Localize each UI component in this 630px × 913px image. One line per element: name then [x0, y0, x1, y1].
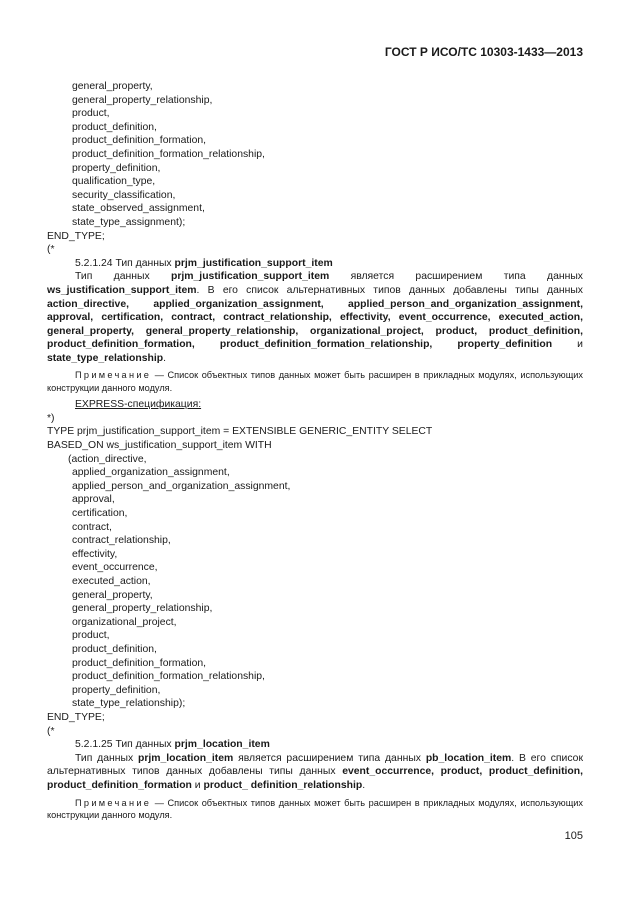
code-list-item: general_property,: [72, 589, 153, 601]
page-number: 105: [564, 830, 583, 842]
code-first-item: (action_directive,: [68, 453, 147, 465]
text-run: . В его список альтернативных типов данных добавлены типы данных: [196, 284, 583, 296]
code-list-item: product_definition,: [72, 643, 157, 655]
block1-item-list: [47, 80, 583, 230]
code-list-item: product_definition_formation_relationship,: [72, 671, 265, 683]
note-label: Примечание: [75, 370, 152, 381]
block2-item-list: [47, 466, 583, 711]
code-list-item: qualification_type,: [72, 176, 156, 188]
text-run: является расширением типа данных: [233, 752, 426, 764]
text-run-bold: product_ definition_relationship: [203, 779, 363, 791]
code-list-item: applied_person_and_organization_assignment,: [72, 480, 291, 492]
code-list-item: general_property_relationship,: [72, 94, 213, 106]
text-run-bold: pb_location_item: [425, 752, 512, 764]
code-list-item: contract_relationship,: [72, 535, 171, 547]
text-run: является расширением типа данных: [329, 271, 583, 283]
code-list-item: state_type_relationship);: [72, 698, 186, 710]
code-list-item: product_definition,: [72, 121, 157, 133]
note-text: — Список объектных типов данных может быть расширен в прикладных модулях, использующих конструкции данного модуля.: [47, 370, 583, 393]
comment-open-1: (*: [47, 244, 55, 256]
code-list-item: state_type_assignment);: [72, 216, 186, 228]
code-list-item: contract,: [72, 521, 112, 533]
end-type-1: END_TYPE;: [47, 230, 105, 242]
note-5-2-1-24: [47, 369, 583, 394]
comment-close: *): [47, 412, 55, 424]
note-text: — Список объектных типов данных может быть расширен в прикладных модулях, использующих конструкции данного модуля.: [47, 797, 583, 820]
text-run-bold: prjm_justification_support_item: [171, 271, 330, 283]
text-run-bold: state_type_relationship: [47, 352, 164, 364]
code-line-based-on: BASED_ON ws_justification_support_item WITH: [47, 440, 272, 452]
express-spec-label: [47, 398, 583, 412]
code-list-item: general_property,: [72, 81, 153, 92]
note-5-2-1-25: [47, 797, 583, 822]
code-list-item: product_definition_formation_relationship,: [72, 148, 265, 160]
text-run: Тип данных: [75, 752, 138, 764]
code-list-item: product_definition_formation,: [72, 135, 207, 147]
code-list-item: applied_organization_assignment,: [72, 467, 230, 479]
comment-open-2: (*: [47, 725, 55, 737]
text-run-bold: event_occurrence, product, product_definition, product_definition_formation: [47, 766, 583, 791]
text-run: . В его список альтернативных типов данных добавлены типы данных: [47, 752, 583, 778]
heading-prefix: 5.2.1.24 Тип данных: [75, 257, 175, 269]
code-list-item: general_property_relationship,: [72, 603, 213, 615]
code-list-item: product,: [72, 108, 110, 120]
text-run: .: [163, 352, 166, 364]
text-run-bold: action_directive, applied_organization_assignment, applied_person_and_organization_assignment, approval, certification, contract, contract_relationship, effectivity, event_occurrence, executed_action, general_property, general_property_relationship, organizational_project, product, product_definition, product_definition_formation, product_definition_formation_relationship, property_definition: [47, 298, 583, 351]
heading-prefix: 5.2.1.25 Тип данных: [75, 739, 175, 751]
page-content: [47, 80, 583, 825]
heading-type-name: prjm_location_item: [174, 739, 270, 751]
document-header: ГОСТ Р ИСО/ТС 10303-1433—2013: [384, 45, 583, 59]
section-heading-5-2-1-24: [47, 257, 583, 271]
paragraph-5-2-1-25: [47, 752, 583, 793]
code-list-item: security_classification,: [72, 189, 176, 201]
text-run: Тип данных: [75, 271, 172, 283]
section-heading-5-2-1-25: [47, 738, 583, 752]
code-list-item: product_definition_formation,: [72, 657, 207, 669]
code-list-item: event_occurrence,: [72, 562, 158, 574]
text-run-bold: ws_justification_support_item: [47, 284, 197, 296]
text-run: .: [362, 779, 366, 791]
heading-type-name: prjm_justification_support_item: [174, 257, 333, 269]
paragraph-5-2-1-24: [47, 270, 583, 365]
code-list-item: executed_action,: [72, 576, 151, 587]
text-run: и: [191, 779, 204, 791]
code-list-item: product,: [72, 630, 110, 642]
code-list-item: property_definition,: [72, 684, 161, 696]
code-list-item: property_definition,: [72, 162, 161, 174]
end-type-2: END_TYPE;: [47, 711, 105, 723]
code-list-item: effectivity,: [72, 548, 118, 560]
note-label: Примечание: [75, 797, 152, 808]
text-run-bold: prjm_location_item: [137, 752, 234, 764]
code-list-item: organizational_project,: [72, 616, 177, 628]
code-list-item: state_observed_assignment,: [72, 203, 205, 215]
code-list-item: certification,: [72, 508, 128, 520]
text-run: и: [552, 339, 583, 351]
express-label: EXPRESS-спецификация:: [75, 399, 202, 411]
code-line-type: TYPE prjm_justification_support_item = EXTENSIBLE GENERIC_ENTITY SELECT: [47, 426, 433, 438]
code-list-item: approval,: [72, 494, 115, 506]
